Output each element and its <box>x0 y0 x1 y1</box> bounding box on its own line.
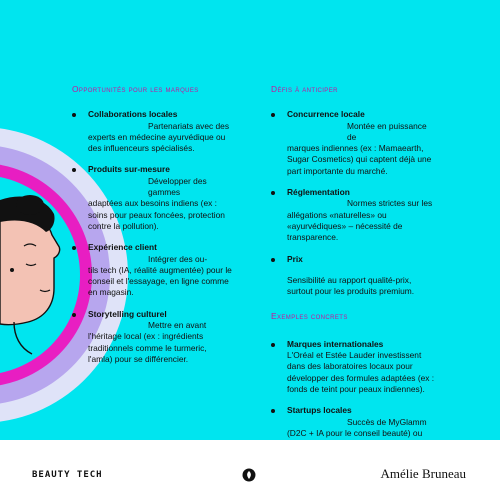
item-title: Concurrence locale <box>287 109 365 120</box>
list-item <box>271 187 437 243</box>
challenges-heading: Défis à anticiper <box>271 84 338 94</box>
item-description: Sensibilité au rapport qualité-prix, surtout pour les produits premium. <box>287 274 415 297</box>
opportunities-column <box>72 84 232 375</box>
opportunities-list <box>72 109 232 365</box>
item-description: Montée en puissance de marques indiennes (ex : Mamaearth, Sugar Cosmetics) qui captent déjà une part importante du marché. <box>287 120 432 176</box>
item-title: Expérience client <box>88 242 157 253</box>
challenges-column <box>271 84 437 460</box>
list-item <box>271 254 437 298</box>
item-description: Intégrer des ou- tils tech (IA, réalité augmentée) pour le conseil et l'essayage, en ligne comme en magasin. <box>88 253 232 298</box>
opportunities-heading: Opportunités pour les marques <box>72 84 199 94</box>
item-title: Storytelling culturel <box>88 308 167 319</box>
examples-heading: Exemples concrets <box>271 311 348 322</box>
list-item <box>271 109 437 177</box>
footer <box>0 440 500 500</box>
item-title: Collaborations locales <box>88 109 178 120</box>
item-description: Partenariats avec des experts en médecine ayurvédique ou des influenceurs spécialisés. <box>88 120 230 154</box>
item-description: L'Oréal et Estée Lauder investissent dans des laboratoires locaux pour développer des formules adaptées (ex : fonds de teint pour peaux indiennes). <box>287 350 435 394</box>
examples-list <box>271 339 437 451</box>
logo-icon <box>242 468 256 482</box>
item-description: Succès de MyGlamm (D2C + IA pour le conseil beauté) ou <box>287 416 427 438</box>
item-title: Marques internationales <box>287 338 384 349</box>
author-name: Amélie Bruneau <box>380 466 466 481</box>
list-item <box>271 339 437 395</box>
item-title: Prix <box>287 253 303 264</box>
list-item <box>72 164 232 232</box>
list-item <box>72 109 232 154</box>
item-description: Normes strictes sur les allégations «naturelles» ou «ayurvédiques» – nécessité de transparence. <box>287 198 433 243</box>
challenges-list <box>271 109 437 297</box>
item-title: Réglementation <box>287 187 350 198</box>
item-title: Startups locales <box>287 405 352 416</box>
brand-name: BEAUTY TECH <box>32 470 103 480</box>
list-item <box>72 309 232 365</box>
item-description: Mettre en avant l'héritage local (ex : ingrédients traditionnels comme le turmeric, l'amla) pour se différencier. <box>88 320 207 364</box>
item-title: Produits sur-mesure <box>88 164 170 175</box>
item-description: Développer des gammes adaptées aux besoins indiens (ex : soins pour peaux foncées, protection contre la pollution). <box>88 175 225 231</box>
list-item <box>72 242 232 298</box>
